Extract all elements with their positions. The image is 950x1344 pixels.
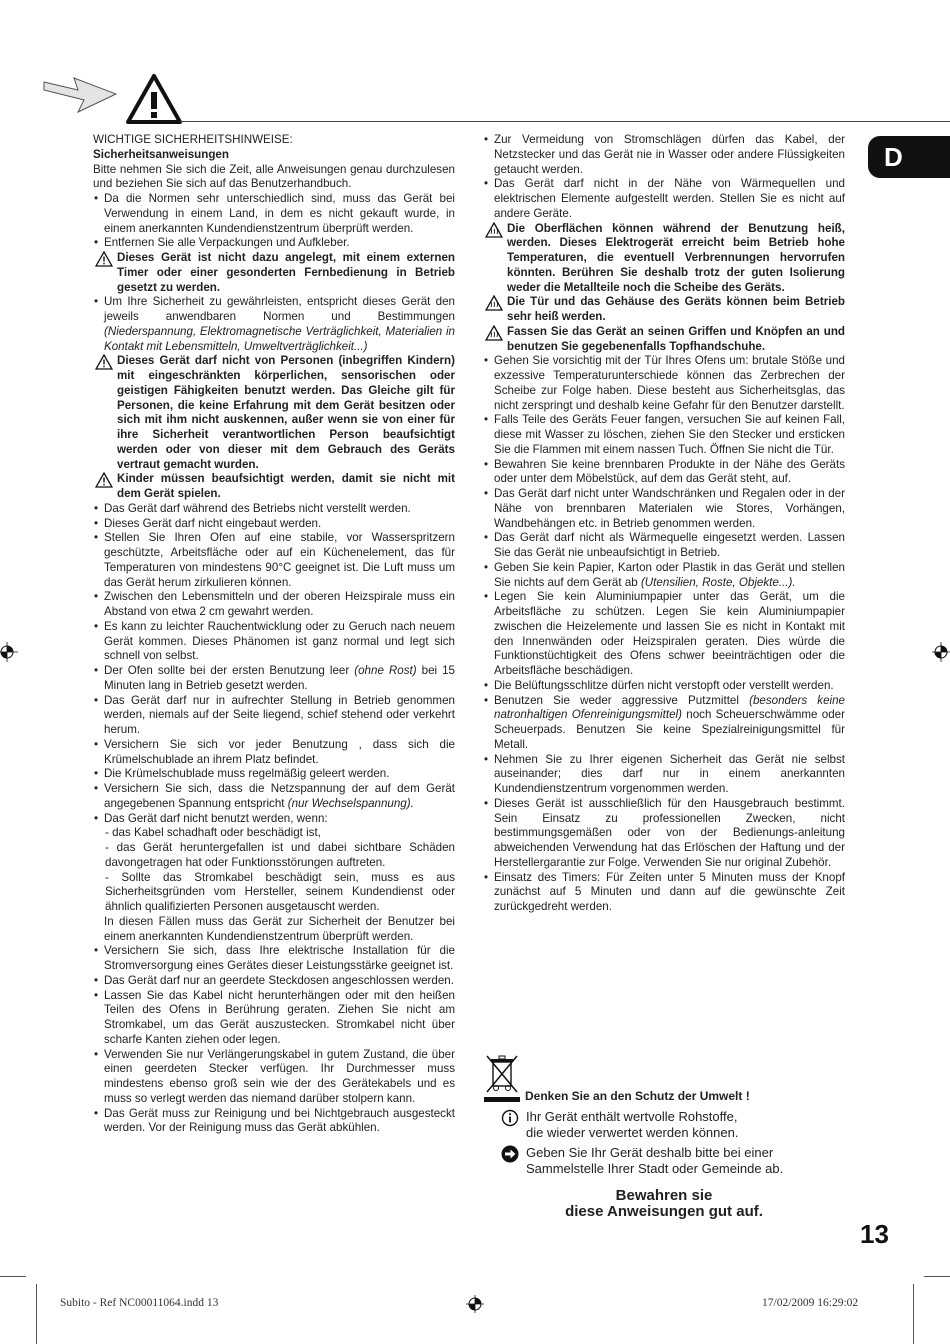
list-item: • Die Belüftungsschlitze dürfen nicht verstopft oder verstellt werden. (483, 679, 845, 694)
crop-mark (0, 1276, 26, 1277)
list-item: • Das Gerät darf nur an geerdete Steckdosen angeschlossen werden. (93, 974, 455, 989)
list-item: • Gehen Sie vorsichtig mit der Tür Ihres Ofens um: brutale Stöße und exzessive Temperaturunterschiede können das Zerbrechen der Scheibe zur Folge haben. Diese besteht aus Sicherheitsglas, das nicht zerspringt und deshalb keine Gefahr für den Benutzer darstellt. (483, 354, 845, 413)
list-item: • Das Gerät darf nicht benutzt werden, wenn: (93, 812, 455, 827)
warning-item (93, 354, 455, 472)
header-rule (180, 121, 950, 122)
warning-item (93, 251, 455, 295)
footer-timestamp: 17/02/2009 16:29:02 (762, 1297, 859, 1309)
list-item: • Dieses Gerät darf nicht eingebaut werden. (93, 517, 455, 532)
warning-header-graphic (38, 72, 188, 126)
left-column (93, 133, 455, 1136)
list-item: • Legen Sie kein Aluminiumpapier unter das Gerät, um die Arbeitsfläche zu schützen. Legen Sie kein Aluminiumpapier zwischen die Heizelemente und lassen Sie es nicht in Kontakt mit den Innenwänden oder Heizspiralen geraten. Dies würde die Funktionstüchtigkeit des Ofens schwer beeinträchtigen oder die Arbeitsfläche beschädigen. (483, 590, 845, 679)
section-heading: WICHTIGE SICHERHEITSHINWEISE: (93, 133, 293, 146)
list-item: • Das Gerät darf während des Betriebs nicht verstellt werden. (93, 502, 455, 517)
list-item: • Die Krümelschublade muss regelmäßig geleert werden. (93, 767, 455, 782)
list-item-continuation: In diesen Fällen muss das Gerät zur Sicherheit der Benutzer bei einem anerkannten Kundendienstzentrum überprüft werden. (104, 914, 455, 943)
environment-recycle-text: Geben Sie Ihr Gerät deshalb bitte bei einer Sammelstelle Ihrer Stadt oder Gemeinde ab. (526, 1145, 784, 1176)
list-item: • Da die Normen sehr unterschiedlich sind, muss das Gerät bei Verwendung in einem Land, in dem es nicht gekauft wurde, in einem anerkannten Kundendienstzentrum überprüft werden. (93, 192, 455, 236)
list-item: • Der Ofen sollte bei der ersten Benutzung leer (ohne Rost) bei 15 Minuten lang in Betrieb gesetzt werden. (93, 664, 455, 694)
sub-item: - das Kabel schadhaft oder beschädigt ist, (105, 826, 321, 840)
warning-text: Dieses Gerät ist nicht dazu angelegt, mit einem externen Timer oder einer gesonderten Fernbedienung in Betrieb gesetzt zu werden. (117, 251, 455, 294)
arrow-icon (501, 1145, 519, 1163)
list-item: • Das Gerät darf nur in aufrechter Stellung in Betrieb genommen werden, niemals auf der Seite liegend, schief stehend oder verkehrt herum. (93, 694, 455, 738)
intro-text: Bitte nehmen Sie sich die Zeit, alle Anweisungen genau durchzulesen und beziehen Sie sich auf das Benutzerhandbuch. (93, 162, 455, 191)
list-item: • Das Gerät darf nicht in der Nähe von Wärmequellen und elektrischen Elemente aufgestellt werden. Stellen Sie es nicht auf andere Geräte. (483, 177, 845, 221)
info-icon (501, 1109, 519, 1127)
page-number: 13 (860, 1219, 889, 1249)
list-item: • Entfernen Sie alle Verpackungen und Aufkleber. (93, 236, 455, 251)
list-item: • Das Gerät muss zur Reinigung und bei Nichtgebrauch ausgesteckt werden. Vor der Reinigung muss das Gerät abkühlen. (93, 1107, 455, 1137)
warning-text: Die Oberflächen können während der Benutzung heiß, werden. Dieses Elektrogerät erreicht beim Betrieb hohe Temperaturen, die eventuell Verbrennungen hervorrufen könnten. Berühren Sie deshalb trotz der guten Isolierung weder die Metallteile noch die Scheibe des Geräts. (507, 221, 845, 294)
list-item: • Bewahren Sie keine brennbaren Produkte in der Nähe des Geräts oder unter dem Möbelstück, auf dem das Gerät steht, auf. (483, 458, 845, 488)
hot-surface-warning (483, 325, 845, 355)
list-item: • Um Ihre Sicherheit zu gewährleisten, entspricht dieses Gerät den jeweils anwendbaren Normen und Bestimmungen (Niederspannung, Elektromagnetische Verträglichkeit, Materialien in Kontakt mit Lebensmitteln, Umweltverträglichkeit...) (93, 295, 455, 354)
crop-mark (913, 1284, 914, 1344)
list-item: • Es kann zu leichter Rauchentwicklung oder zu Geruch nach neuem Gerät kommen. Dieses Phänomen ist ganz normal und legt sich schnell von selbst. (93, 620, 455, 664)
crop-mark (36, 1284, 37, 1344)
warning-icon (95, 251, 113, 267)
list-item: • Einsatz des Timers: Für Zeiten unter 5 Minuten muss der Knopf zunächst auf 5 Minuten und dann auf die gewünschte Zeit zurückgedreht werden. (483, 871, 845, 915)
warning-text: Fassen Sie das Gerät an seinen Griffen und Knöpfen an und benutzen Sie gegebenenfalls Topfhandschuhe. (507, 324, 845, 353)
environment-title: Denken Sie an den Schutz der Umwelt ! (525, 1089, 750, 1103)
keep-instructions-note: Bewahren sie diese Anweisungen gut auf. (565, 1187, 763, 1220)
list-item: • Versichern Sie sich vor jeder Benutzung , dass sich die Krümelschublade an ihrem Platz befindet. (93, 738, 455, 768)
warning-icon (95, 354, 113, 370)
list-item: • Das Gerät darf nicht unter Wandschränken und Regalen oder in der Nähe von brennbaren Materialen wie Stores, Vorhängen, Wandbehängen etc. in Betrieb genommen werden. (483, 487, 845, 531)
hot-surface-warning (483, 295, 845, 325)
list-item: • Versichern Sie sich, dass Ihre elektrische Installation für die Stromversorgung eines Gerätes dieser Leistungsstärke geeignet ist. (93, 944, 455, 974)
list-item: • Verwenden Sie nur Verlängerungskabel in gutem Zustand, die über einen geerdeten Stecker verfügen. Ihr Durchmesser muss mindestens ebenso groß sein wie der des Gerätekabels und es muss so verlegt werden das niemand darüber stolpern kann. (93, 1048, 455, 1107)
sub-item: - das Gerät heruntergefallen ist und dabei sichtbare Schäden davongetragen hat oder Funktionsstörungen auftreten. (105, 841, 455, 869)
list-item: • Das Gerät darf nicht als Wärmequelle eingesetzt werden. Lassen Sie das Gerät nie unbeaufsichtigt in Betrieb. (483, 531, 845, 561)
section-subheading: Sicherheitsanweisungen (93, 147, 229, 161)
warning-text: Kinder müssen beaufsichtigt werden, damit sie nicht mit dem Gerät spielen. (117, 472, 455, 500)
list-item: • Lassen Sie das Kabel nicht herunterhängen oder mit den heißen Teilen des Ofens in Berührung geraten. Ziehen Sie nicht am Stromkabel, um das Gerät auszustecken. Stromkabel nicht über scharfe Kanten ziehen oder legen. (93, 989, 455, 1048)
hot-surface-icon (485, 325, 503, 341)
crossed-out-bin-icon (485, 1054, 519, 1094)
list-item: • Zwischen den Lebensmitteln und der oberen Heizspirale muss ein Abstand von etwa 2 cm gewahrt werden. (93, 590, 455, 620)
list-item: • Dieses Gerät ist ausschließlich für den Hausgebrauch bestimmt. Sein Einsatz zu professionellen Zwecken, nicht bestimmungsgemäßen oder von der Bedienungs-anleitung abweichenden Verwendung hat das Erlöschen der Haftung und der Herstellergarantie zur Folge. Verwenden Sie nur original Zubehör. (483, 797, 845, 871)
sub-item: - Sollte das Stromkabel beschädigt sein, muss es aus Sicherheitsgründen vom Hersteller, seinem Kundendienst oder ähnlich qualifizierten Personen ausgetauscht werden. (105, 870, 455, 913)
list-item: • Stellen Sie Ihren Ofen auf eine stabile, vor Wasserspritzern geschützte, Arbeitsfläche oder auf ein Küchenelement, das für Temperaturen von mindestens 90°C geeignet ist. Die Luft muss um das Gerät herum zirkulieren können. (93, 531, 455, 590)
hot-surface-warning (483, 222, 845, 296)
crop-mark (924, 1276, 950, 1277)
language-tab: D (868, 136, 950, 178)
registration-mark-icon (0, 642, 18, 662)
list-item: • Nehmen Sie zu Ihrer eigenen Sicherheit das Gerät nie selbst auseinander; dies darf nur in einem anerkannten Kundendienstzentrum vorgenommen werden. (483, 753, 845, 797)
list-item: • Zur Vermeidung von Stromschlägen dürfen das Kabel, der Netzstecker und das Gerät nie in Wasser oder andere Flüssigkeiten getaucht werden. (483, 133, 845, 177)
bin-underline-bar (484, 1097, 520, 1102)
environment-info-text: Ihr Gerät enthält wertvolle Rohstoffe, die wieder verwertet werden können. (526, 1109, 739, 1140)
hot-surface-icon (485, 295, 503, 311)
list-item: • Benutzen Sie weder aggressive Putzmittel (besonders keine natronhaltigen Ofenreinigungsmittel) noch Scheuerschwämme oder Scheuerpads. Benutzen Sie keine Spezialreinigungsmittel für Metall. (483, 694, 845, 753)
list-item: • Geben Sie kein Papier, Karton oder Plastik in das Gerät und stellen Sie nichts auf dem Gerät ab (Utensilien, Roste, Objekte...). (483, 561, 845, 591)
warning-text: Die Tür und das Gehäuse des Geräts können beim Betrieb sehr heiß werden. (507, 295, 845, 323)
warning-text: Dieses Gerät darf nicht von Personen (inbegriffen Kindern) mit eingeschränkten körperlichen, sensorischen oder geistigen Fähigkeiten benutzt werden. Das Gleiche gilt für Personen, die keine Erfahrung mit dem Gerät besitzen oder sich mit ihm nicht auskennen, außer wenn sie von einer für ihre Sicherheit verantwortlichen Person beaufsichtigt werden oder von dieser mit dem Gebrauch des Geräts vertraut gemacht wurden. (117, 354, 455, 471)
hot-surface-icon (485, 222, 503, 238)
warning-item (93, 472, 455, 502)
list-item: • Versichern Sie sich, dass die Netzspannung der auf dem Gerät angegebenen Spannung entspricht (nur Wechselspannung). (93, 782, 455, 812)
registration-mark-icon (930, 642, 950, 662)
registration-mark-icon (465, 1294, 485, 1314)
list-item: • Falls Teile des Geräts Feuer fangen, versuchen Sie auf keinen Fall, diese mit Wasser zu löschen, ziehen Sie den Stecker und ersticken Sie die Flammen mit einem nassen Tuch. Öffnen Sie nicht die Tür. (483, 413, 845, 457)
footer-file-info: Subito - Ref NC00011064.indd 13 (60, 1297, 219, 1309)
warning-icon (95, 472, 113, 488)
right-column (483, 133, 845, 915)
